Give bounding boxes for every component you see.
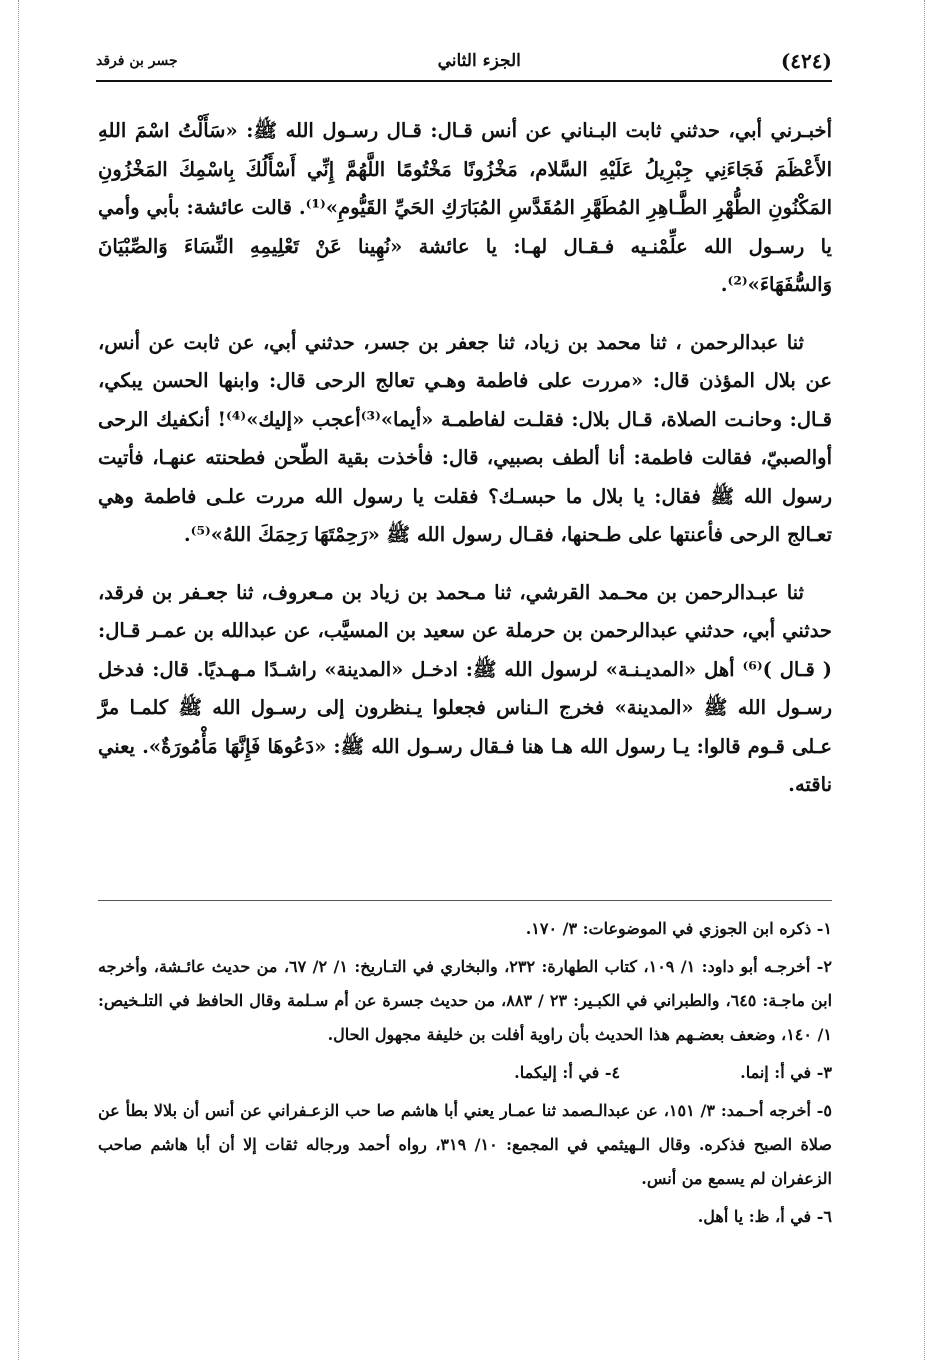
footnote-separator: [98, 900, 832, 901]
main-text: [98, 112, 832, 824]
scan-edge-left: [18, 0, 19, 1360]
header-rule: [96, 80, 832, 82]
page-number: (٤٢٤): [780, 49, 832, 73]
footnote-5: ٥- أخرجه أحـمد: ٣/ ١٥١، عن عبدالـصمد ثنا عمـار يعني أبا هاشم صا حب الزعـفراني عن أنس أن بلالا بطأ عن صلاة الصبح فذكره. وقال الـهيثمي في المجمع: ١٠/ ٣١٩، رواه أحمد ورجاله ثقات إلا أن أبا هاشم صاحب الزعفران لم يسمع من أنس.: [98, 1101, 833, 1188]
paragraph-3: ثنا عبـدالرحمن بن محـمد القرشي، ثنا مـحمد بن زياد بن مـعروف، ثنا جعـفر بن فرقد، حدثني أبي، حدثني عبدالرحمن بن حرملة عن سعيد بن المسيَّب، عن عبدالله بن عمـر قـال: ( قـال )⁽⁶⁾ أهل «المديـنـة» لرسول الله ﷺ: ادخـل «المدينة» راشـدًا مـهـديًا. قال: فدخل رسـول الله ﷺ «المدينة» فخرج الـناس فجعلوا يـنظرون إلى رسـول الله ﷺ كلمـا مرَّ عـلى قـوم قالوا: يـا رسول الله هـا هنا فـقال رسـول الله ﷺ: «دَعُوهَا فَإِنَّهَا مَأْمُورَةٌ». يعني ناقته.: [98, 580, 832, 796]
paragraph-1: أخبـرني أبي، حدثني ثابت البـناني عن أنس قـال: قـال رسـول الله ﷺ: «سَأَلْتُ اسْمَ اللهِ الأَعْظَمَ فَجَاءَنِي جِبْرِيلُ عَلَيْهِ السَّلام، مَخْزُونًا مَخْتُومًا اللَّهُمَّ إِنِّي أَسْأَلُكَ بِاسْمِكَ المَخْزُونِ المَكْنُونِ الطُّهْرِ الطَّـاهِرِ المُطَهَّرِ المُقَدَّسِ المُبَارَكِ الحَيِّ القَيُّومِ»⁽¹⁾. قالت عائشة: بأبي وأمي يا رسـول الله علِّمْنـيه فـقـال لهـا: يا عائشة «نُهِينا عَنْ تَعْلِيمِهِ النِّسَاءَ وَالصِّبْيَانَ وَالسُّفَهَاءَ»⁽²⁾.: [98, 119, 832, 296]
footnote-row-3-4: [98, 1056, 832, 1090]
scan-edge-right: [924, 0, 925, 1360]
paragraph-2: ثنا عبدالرحمن ، ثنا محمد بن زياد، ثنا جعفر بن جسر، حدثني أبي، عن ثابت عن أنس، عن بلال المؤذن قال: «مررت على فاطمة وهـي تعالج الرحى قال: وابنها الحسن يبكي، قـال: وحانـت الصلاة، قـال بلال: فقلـت لفاطمـة «أيما»⁽³⁾أعجب «إليك»⁽⁴⁾! أنكفيك الرحى أوالصبيّ، فقالت فاطمة: أنا ألطف بصبيي، قال: فأخذت بقية الطّحن فطحنته عنهـا، فأتيت رسول الله ﷺ فقال: يا بلال ما حبسـك؟ فقلت يا رسول الله مررت علـى فاطمة وهي تعـالج الرحى فأعنتها على طـحنها، فقـال رسول الله ﷺ «رَحِمْتَهَا رَحِمَكَ اللهُ»⁽⁵⁾.: [98, 330, 832, 546]
footnote-6: ٦- في أ، ظ: يا أهل.: [697, 1207, 832, 1226]
footnote-2: ٢- أخرجـه أبو داود: ١/ ١٠٩، كتاب الطهارة: ٢٣٢، والبخاري في التـاريخ: ١/ ٢/ ٦٧، من حديث عائـشة، وأخرجه ابن ماجـة: ٦٤٥، والطبراني في الكبـير: ٢٣ / ٨٨٣، من حديث جسرة عن أم سـلمة وقال الحافظ في التلـخيص: ١/ ١٤٠، وضعف بعضـهم هذا الحديث بأن راوية أفلت بن خليفة مجهول الحال.: [98, 957, 833, 1044]
footnotes: [98, 912, 832, 1238]
header-row: [96, 42, 832, 80]
running-head: جسر بن فرقد: [96, 53, 178, 69]
footnote-3: ٣- في أ: إنما.: [740, 1063, 832, 1082]
footnote-1: ١- ذكره ابن الجوزي في الموضوعات: ٣/ ١٧٠.: [525, 919, 832, 938]
part-title: الجزء الثاني: [437, 51, 521, 71]
footnote-4: ٤- في أ: إليكما.: [514, 1063, 621, 1082]
page-header: [96, 42, 832, 82]
